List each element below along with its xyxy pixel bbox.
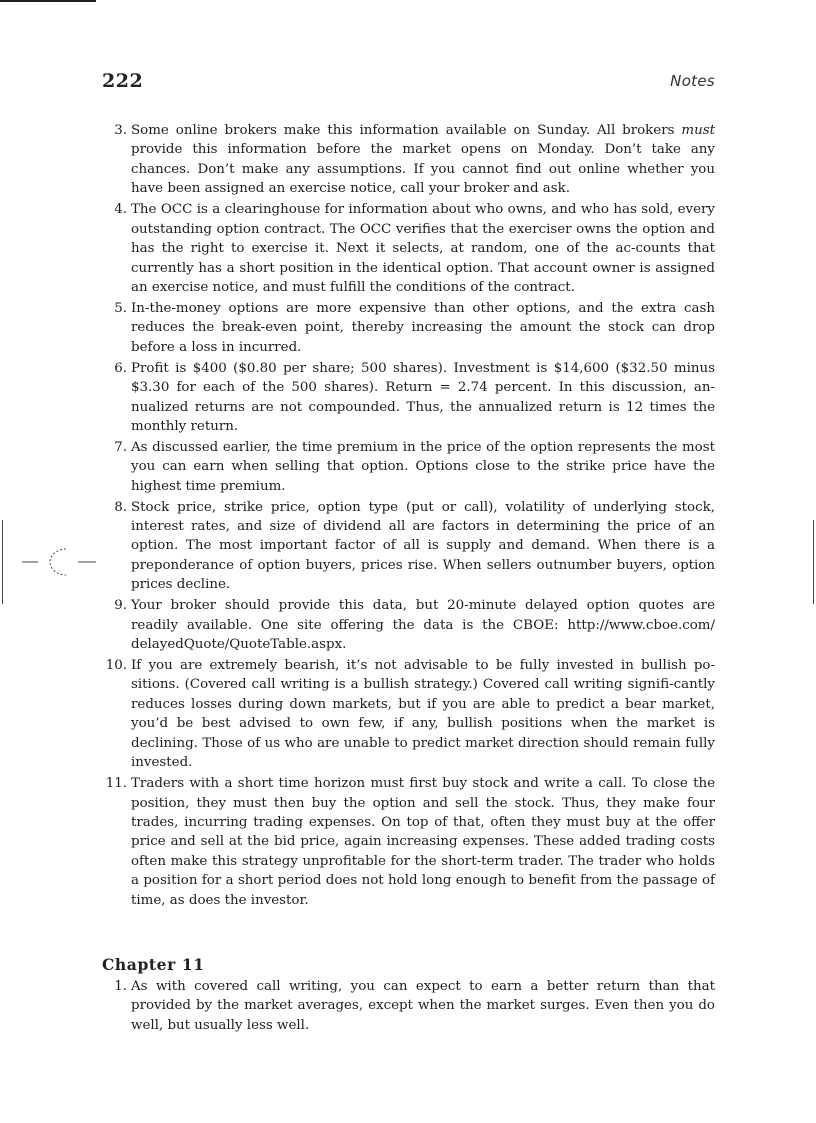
note-text: The OCC is a clearinghouse for information about who owns, and who has sold, every outstanding option contract. The OCC verifies that the exerciser owns the option and has the right to exercise it. Next it selects, at random, one of the ac-counts that currently has a short position in the identical option. That account owner is assigned an exercise notice, and must fulfill the conditions of the contract. xyxy=(131,202,715,296)
running-head: Notes xyxy=(670,72,715,90)
notes-list xyxy=(102,121,715,912)
note-text: Traders with a short time horizon must first buy stock and write a call. To close the position, they must then buy the option and sell the stock. Thus, they make four trades, incurring trading expenses. On top of that, often they must buy at the offer price and sell at the bid price, again increasing expenses. These added trading costs often make this strategy unprofitable for the short-term trader. The trader who holds a position for a short period does not hold long enough to benefit from the passage of time, as does the investor. xyxy=(131,776,715,908)
chapter-11-note-1 xyxy=(102,977,715,1035)
note-emphasis: must xyxy=(681,123,715,138)
note-text: Stock price, strike price, option type (put or call), volatility of underlying stock, interest rates, and size of dividend all are factors in determining the price of an option. The most important factor of all is supply and demand. When there is a preponderance of option buyers, prices rise. When sellers outnumber buyers, option prices decline. xyxy=(131,499,715,593)
note-11 xyxy=(102,774,715,910)
page-number: 222 xyxy=(102,70,144,92)
crop-mark-icon xyxy=(22,545,96,579)
note-9 xyxy=(102,596,715,654)
note-number: 8. xyxy=(114,499,127,515)
note-10 xyxy=(102,656,715,773)
note-number: 11. xyxy=(105,776,127,792)
note-8 xyxy=(102,498,715,595)
note-number: 4. xyxy=(114,202,127,218)
note-number: 5. xyxy=(114,300,127,316)
note-3 xyxy=(102,121,715,199)
note-number: 1. xyxy=(114,979,127,994)
note-number: 9. xyxy=(114,598,127,614)
note-number: 3. xyxy=(114,123,127,138)
note-4 xyxy=(102,200,715,297)
chapter-heading: Chapter 11 xyxy=(102,955,205,974)
note-text: As discussed earlier, the time premium in the price of the option represents the most you can earn when selling that option. Options close to the strike price have the highest time premium. xyxy=(131,439,715,494)
chapter-11-notes-list xyxy=(102,977,715,1037)
note-number: 6. xyxy=(114,360,127,376)
note-number: 10. xyxy=(105,657,127,673)
margin-rule-left xyxy=(2,520,3,604)
note-text: Some online brokers make this information available on Sunday. All brokers must provide this information before the market opens on Monday. Don’t take any chances. Don’t make any assumptions. If you cannot find out online whether you have been assigned an exercise notice, call your broker and ask. xyxy=(131,123,715,197)
note-text: Your broker should provide this data, but 20-minute delayed option quotes are readily available. One site offering the data is the CBOE: http://www.cboe.com/ delayedQuote/QuoteTable.aspx. xyxy=(131,598,715,653)
note-text: As with covered call writing, you can expect to earn a better return than that provided by the market averages, except when the market surges. Even then you do well, but usually less well. xyxy=(131,979,715,1033)
note-6 xyxy=(102,359,715,437)
note-7 xyxy=(102,438,715,496)
note-number: 7. xyxy=(114,439,127,455)
top-rule xyxy=(0,0,96,2)
note-text: In-the-money options are more expensive than other options, and the extra cash reduces the break-even point, thereby increasing the amount the stock can drop before a loss in incurred. xyxy=(131,300,715,355)
note-5 xyxy=(102,299,715,357)
margin-rule-right xyxy=(813,520,814,604)
note-text: Profit is $400 ($0.80 per share; 500 shares). Investment is $14,600 ($32.50 minus $3.30 for each of the 500 shares). Return = 2.74 percent. In this discussion, an-nualized returns are not compounded. Thus, the annualized return is 12 times the monthly return. xyxy=(131,360,715,434)
note-text: If you are extremely bearish, it’s not advisable to be fully invested in bullish po-sitions. (Covered call writing is a bullish strategy.) Covered call writing signifi-cantly reduces losses during down markets, but if you are able to predict a bear market, you’d be best advised to own few, if any, bullish positions when the market is declining. Those of us who are unable to predict market direction should remain fully invested. xyxy=(131,657,715,771)
